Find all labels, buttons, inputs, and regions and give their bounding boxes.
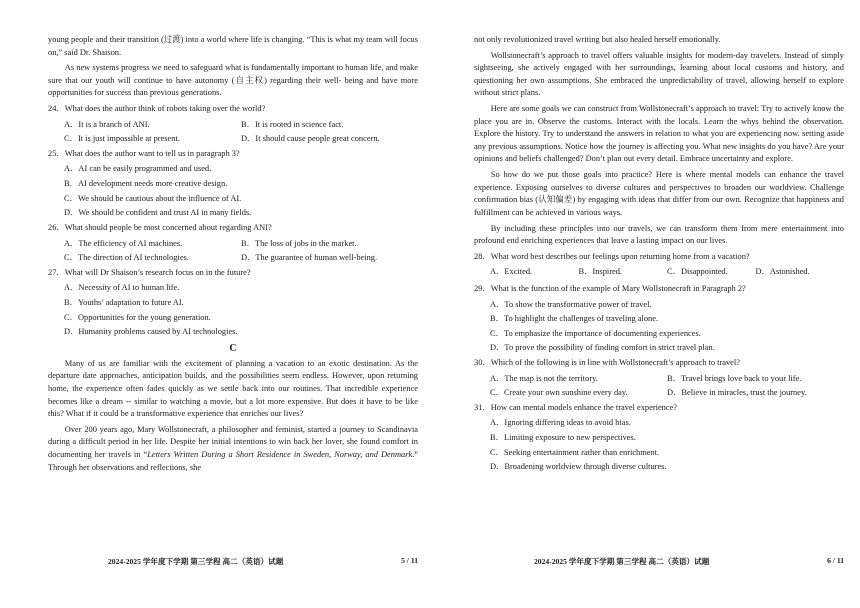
options-26-row1 <box>64 238 418 251</box>
option-24-c: C．It is just impossible at present. <box>64 134 180 144</box>
paragraph-top: young people and their transition (过渡) into a world where life is changing. “This is what my team will focus on,” said Dr. Shaison. <box>48 35 418 57</box>
option-29-b: B．To highlight the challenges of traveling alone. <box>490 314 659 324</box>
option-26-c: C．The direction of AI technologies. <box>64 253 189 263</box>
footer-right-page-number: 6 / 11 <box>827 556 844 565</box>
option-27-b: B．Youths’ adaptation to future AI. <box>64 297 184 307</box>
paragraph-continued: not only revolutionized travel writing but also healed herself emotionally. <box>474 35 721 44</box>
option-28-d: D．Astonished. <box>755 267 810 277</box>
option-29-d: D．To prove the possibility of finding comfort in strict travel plan. <box>490 343 715 353</box>
question-30: 30．Which of the following is in line with Wollstonecraft’s approach to travel? <box>474 358 740 368</box>
options-30-row2 <box>490 387 844 400</box>
option-26-b: B．The loss of jobs in the market. <box>241 238 357 248</box>
paragraph-principles: By including these principles into our travels, we can transform them from mere entertainment into profound end enriching experiences that leave a lasting impact on our lives. <box>474 223 844 246</box>
option-29-a: A．To show the transformative power of travel. <box>490 299 652 309</box>
option-31-d: D．Broadening worldview through diverse cultures. <box>490 462 667 472</box>
paragraph-c2 <box>48 424 418 474</box>
page-right <box>474 34 844 476</box>
question-24: 24．What does the author think of robots taking over the world? <box>48 104 266 114</box>
paragraph-safeguard: As new systems progress we need to safeguard what is fundamentally important to human life, and make sure that our youth will continue to have autonomy (自主权) regarding their well- being and have more opportunities for success than previous generations. <box>48 63 418 98</box>
question-28: 28．What word best describes our feelings upon returning home from a vacation? <box>474 251 750 261</box>
option-30-d: D．Believe in miracles, trust the journey. <box>667 388 807 398</box>
option-24-b: B．It is rooted in science fact. <box>241 119 344 129</box>
paragraph-mental-models: So how do we put those goals into practice? Here is where mental models can enhance the travel experience. Exposing ourselves to diverse cultures and perspectives to broaden our worldview. Challenge confirmation bias (认知偏差) by engaging with ideas that differ from our own. Recognize that happiness and fulfillment can be achieved in various ways. <box>474 170 844 217</box>
question-29: 29．What is the function of the example of Mary Wollstonecraft in Paragraph 2? <box>474 283 746 293</box>
footer-left-page-number: 5 / 11 <box>401 556 418 565</box>
option-30-c: C．Create your own sunshine every day. <box>490 388 628 398</box>
book-title: Letters Written During a Short Residence in Sweden, Norway, and Denmark <box>147 450 413 460</box>
question-27: 27．What will Dr Shaison’s research focus on in the future? <box>48 267 251 277</box>
option-29-c: C．To emphasize the importance of documenting experiences. <box>490 328 701 338</box>
paragraph-c1: Many of us are familiar with the excitement of planning a vacation to an exotic destination. As the departure date approaches, anticipation builds, and the possibilities seem endless. However, upon returning home, the experience often fades quickly as we settle back into our routines. That incredible experience becomes like a dream -- similar to watching a movie, but a lot more expensive. But does it have to be like this? What if it could be a transformative experience that enriches our lives? <box>48 358 418 419</box>
option-26-a: A．The efficiency of AI machines. <box>64 238 183 248</box>
options-30-row1 <box>490 373 844 386</box>
footer-right-title: 2024-2025 学年度下学期 第三学程 高二（英语）试题 <box>534 557 710 566</box>
option-27-a: A．Necessity of AI to human life. <box>64 283 180 293</box>
option-31-c: C．Seeking entertainment rather than enrichment. <box>490 447 660 457</box>
option-28-a: A．Excited. <box>490 267 533 277</box>
option-27-d: D．Humanity problems caused by AI technologies. <box>64 327 238 337</box>
option-28-b: B．Inspired. <box>578 267 622 277</box>
footer-left-title: 2024-2025 学年度下学期 第三学程 高二（英语）试题 <box>108 557 284 566</box>
option-31-a: A．Ignoring differing ideas to avoid bias. <box>490 418 631 428</box>
options-24-row1 <box>64 119 418 132</box>
option-25-c: C．We should be cautious about the influence of AI. <box>64 193 242 203</box>
option-27-c: C．Opportunities for the young generation. <box>64 312 211 322</box>
option-24-a: A．It is a branch of ANI. <box>64 119 150 129</box>
option-31-b: B．Limiting exposure to new perspectives. <box>490 433 636 443</box>
paragraph-approach: Wollstonecraft’s approach to travel offers valuable insights for modern-day travelers. Instead of simply sightseeing, she actively engaged with her surroundings, learning about local customs and history, and questioning her own assumptions. She embraced the unpredictability of travel, allowing herself to explore without strict plans. <box>474 50 844 98</box>
option-24-d: D．It should cause people great concern. <box>241 134 380 144</box>
paragraph-c2-post: .” Through her observations and reflections, she <box>48 450 418 472</box>
paragraph-goals: Here are some goals we can construct from Wollstonecraft’s approach to travel: Try to actively know the place you are in. Observe the customs. Interact with the locals. Learn the whys behind the observation. Explore the history. Try to understand the answers in relation to what you are experiencing now. setting aside any previous assumptions. Notice how the journey is affecting you. What new insights do you have? Are your opinions and beliefs challenged? Don’t plan out every detail. Embrace uncertainty and explore. <box>474 104 844 164</box>
option-25-b: B．AI development needs more creative design. <box>64 179 228 189</box>
option-26-d: D．The guarantee of human well-being. <box>241 253 378 263</box>
option-25-d: D．We should be confident and trust AI in many fields. <box>64 208 252 218</box>
question-31: 31．How can mental models enhance the travel experience? <box>474 402 678 412</box>
section-title-c: C <box>229 342 237 354</box>
option-30-a: A．The map is not the territory. <box>490 373 598 383</box>
options-26-row2 <box>64 252 418 265</box>
option-28-c: C．Disappointed. <box>667 267 728 277</box>
paragraph-c2-pre: Over 200 years ago, Mary Wollstonecraft, a philosopher and feminist, started a journey to Scandinavia during a difficult period in her life. Despite her initial intentions to win back her lover, she found comfort in documenting her travels in “ <box>48 424 418 460</box>
option-25-a: A．AI can be easily programmed and used. <box>64 164 212 174</box>
page-left <box>48 34 418 477</box>
option-30-b: B．Travel brings love back to your life. <box>667 373 802 383</box>
options-24-row2 <box>64 133 418 146</box>
options-28 <box>490 266 844 279</box>
question-25: 25．What does the author want to tell us in paragraph 3? <box>48 148 240 158</box>
question-26: 26．What should people be most concerned about regarding ANI? <box>48 222 272 232</box>
